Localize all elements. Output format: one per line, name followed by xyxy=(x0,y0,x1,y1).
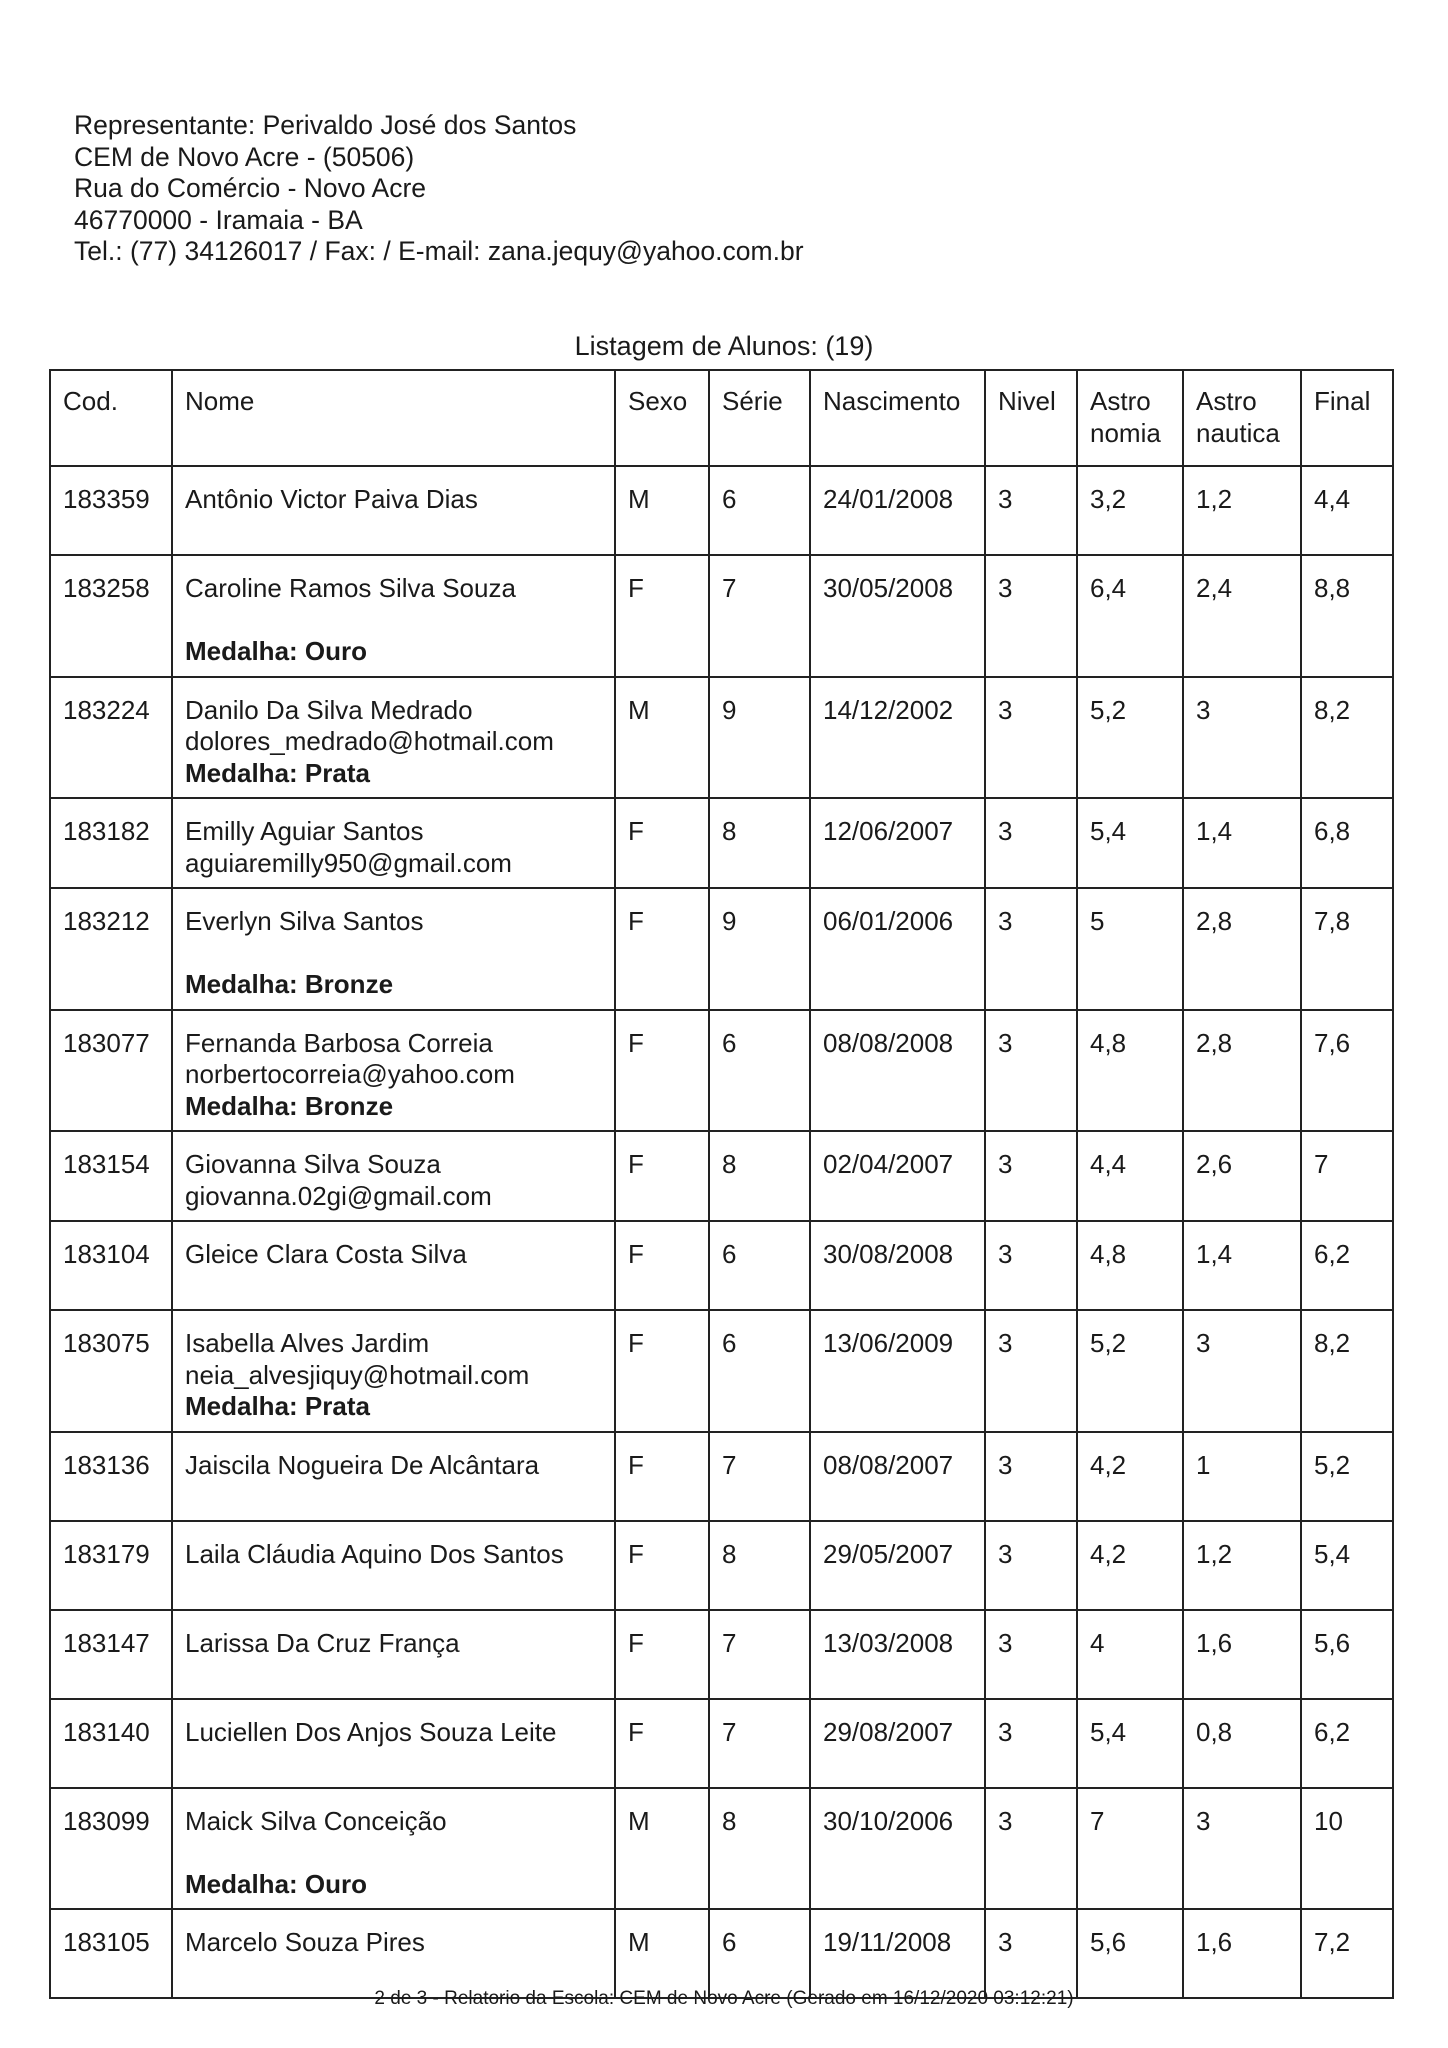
table-row xyxy=(50,1221,1393,1310)
col-header-astronautica xyxy=(1183,370,1301,466)
cell-astronautica: 1,4 xyxy=(1183,1221,1301,1310)
cell-serie: 7 xyxy=(709,555,810,677)
cell-nome xyxy=(172,1909,615,1998)
student-list-title: Listagem de Alunos: (19) xyxy=(574,331,874,361)
cell-astronautica: 1,2 xyxy=(1183,1521,1301,1610)
table-row xyxy=(50,798,1393,888)
table-row xyxy=(50,555,1393,677)
col-header-nivel: Nivel xyxy=(985,370,1077,466)
cell-astronomia: 5,4 xyxy=(1077,798,1183,888)
cell-final: 8,8 xyxy=(1301,555,1393,677)
cell-final: 7,6 xyxy=(1301,1010,1393,1132)
page-footer: 2 de 3 - Relatorio da Escola: CEM de Novo Acre (Gerado em 16/12/2020 03:12:21) xyxy=(374,1988,1074,2009)
student-medal: Medalha: Ouro xyxy=(185,636,368,666)
cell-final: 8,2 xyxy=(1301,1310,1393,1432)
table-row xyxy=(50,1699,1393,1788)
cell-sexo: F xyxy=(615,1310,709,1432)
student-table xyxy=(49,369,1394,1999)
table-row xyxy=(50,1131,1393,1221)
col-header-astronomia xyxy=(1077,370,1183,466)
cell-sexo: M xyxy=(615,677,709,799)
student-rows xyxy=(50,466,1393,1998)
student-name: Danilo Da Silva Medrado xyxy=(185,694,473,725)
cell-astronautica: 1,6 xyxy=(1183,1909,1301,1998)
col-header-sexo: Sexo xyxy=(615,370,709,466)
col-header-final: Final xyxy=(1301,370,1393,466)
cell-astronomia: 5,4 xyxy=(1077,1699,1183,1788)
cell-astronomia: 5,6 xyxy=(1077,1909,1183,1998)
cell-nascimento: 02/04/2007 xyxy=(810,1131,985,1221)
col-header-astronautica-line1: Astro xyxy=(1196,386,1257,416)
cell-astronautica: 1,2 xyxy=(1183,466,1301,555)
cell-cod: 183136 xyxy=(50,1432,172,1521)
cell-nome xyxy=(172,1010,615,1132)
cell-cod: 183147 xyxy=(50,1610,172,1699)
cell-final: 5,4 xyxy=(1301,1521,1393,1610)
cell-nivel: 3 xyxy=(985,555,1077,677)
cell-astronautica: 3 xyxy=(1183,1788,1301,1910)
cell-final: 6,8 xyxy=(1301,798,1393,888)
cell-serie: 8 xyxy=(709,1521,810,1610)
col-header-cod: Cod. xyxy=(50,370,172,466)
cell-nascimento: 12/06/2007 xyxy=(810,798,985,888)
cell-astronomia: 7 xyxy=(1077,1788,1183,1910)
cell-cod: 183258 xyxy=(50,555,172,677)
cell-nivel: 3 xyxy=(985,1221,1077,1310)
cell-astronomia: 5,2 xyxy=(1077,677,1183,799)
cell-final: 4,4 xyxy=(1301,466,1393,555)
cell-final: 6,2 xyxy=(1301,1699,1393,1788)
col-header-astronomia-line1: Astro xyxy=(1090,386,1151,416)
cell-nascimento: 08/08/2008 xyxy=(810,1010,985,1132)
student-name: Maick Silva Conceição xyxy=(185,1805,447,1836)
cell-serie: 6 xyxy=(709,466,810,555)
cell-final: 8,2 xyxy=(1301,677,1393,799)
cell-sexo: F xyxy=(615,798,709,888)
school-header xyxy=(74,110,804,268)
table-header-row xyxy=(50,370,1393,466)
cell-cod: 183099 xyxy=(50,1788,172,1910)
student-medal: Medalha: Ouro xyxy=(185,1868,368,1899)
cell-serie: 6 xyxy=(709,1310,810,1432)
table-row xyxy=(50,1432,1393,1521)
cell-nome xyxy=(172,1521,615,1610)
cell-final: 7,2 xyxy=(1301,1909,1393,1998)
school-name-line: CEM de Novo Acre - (50506) xyxy=(74,141,415,172)
cell-cod: 183075 xyxy=(50,1310,172,1432)
cell-cod: 183179 xyxy=(50,1521,172,1610)
table-row xyxy=(50,1909,1393,1998)
cell-cod: 183224 xyxy=(50,677,172,799)
cell-nivel: 3 xyxy=(985,1699,1077,1788)
student-name: Fernanda Barbosa Correia xyxy=(185,1027,493,1058)
cell-sexo: F xyxy=(615,1010,709,1132)
cell-nome xyxy=(172,466,615,555)
cell-nivel: 3 xyxy=(985,888,1077,1010)
cell-nome xyxy=(172,1788,615,1910)
cell-serie: 9 xyxy=(709,888,810,1010)
cell-astronomia: 4,8 xyxy=(1077,1010,1183,1132)
cell-sexo: F xyxy=(615,1699,709,1788)
cell-cod: 183154 xyxy=(50,1131,172,1221)
cell-astronautica: 3 xyxy=(1183,1310,1301,1432)
cell-serie: 8 xyxy=(709,1131,810,1221)
cell-nivel: 3 xyxy=(985,466,1077,555)
cell-serie: 6 xyxy=(709,1010,810,1132)
cell-nivel: 3 xyxy=(985,1010,1077,1132)
col-header-nascimento: Nascimento xyxy=(810,370,985,466)
student-medal: Medalha: Prata xyxy=(185,757,370,788)
cell-nascimento: 13/03/2008 xyxy=(810,1610,985,1699)
student-name: Giovanna Silva Souza xyxy=(185,1149,441,1179)
cell-astronomia: 4 xyxy=(1077,1610,1183,1699)
student-name: Laila Cláudia Aquino Dos Santos xyxy=(185,1538,564,1569)
cell-astronautica: 2,8 xyxy=(1183,888,1301,1010)
cell-cod: 183105 xyxy=(50,1909,172,1998)
cell-serie: 8 xyxy=(709,1788,810,1910)
cell-serie: 7 xyxy=(709,1432,810,1521)
student-name: Luciellen Dos Anjos Souza Leite xyxy=(185,1716,557,1747)
cell-nome xyxy=(172,798,615,888)
cell-astronomia: 4,2 xyxy=(1077,1521,1183,1610)
representative-line: Representante: Perivaldo José dos Santos xyxy=(74,110,577,140)
cell-serie: 9 xyxy=(709,677,810,799)
student-email: aguiaremilly950@gmail.com xyxy=(185,847,512,878)
student-email: dolores_medrado@hotmail.com xyxy=(185,726,554,756)
table-row xyxy=(50,888,1393,1010)
table-row xyxy=(50,1521,1393,1610)
cell-astronomia: 3,2 xyxy=(1077,466,1183,555)
cell-sexo: F xyxy=(615,1432,709,1521)
cell-astronomia: 4,8 xyxy=(1077,1221,1183,1310)
cell-serie: 7 xyxy=(709,1699,810,1788)
cell-cod: 183182 xyxy=(50,798,172,888)
cell-nivel: 3 xyxy=(985,1909,1077,1998)
cell-astronautica: 1,6 xyxy=(1183,1610,1301,1699)
student-email: giovanna.02gi@gmail.com xyxy=(185,1180,492,1211)
cell-nivel: 3 xyxy=(985,798,1077,888)
street-line: Rua do Comércio - Novo Acre xyxy=(74,173,427,203)
cell-astronautica: 2,8 xyxy=(1183,1010,1301,1132)
cell-nome xyxy=(172,677,615,799)
cell-cod: 183359 xyxy=(50,466,172,555)
cell-astronautica: 3 xyxy=(1183,677,1301,799)
table-row xyxy=(50,1610,1393,1699)
table-row xyxy=(50,677,1393,799)
cell-cod: 183212 xyxy=(50,888,172,1010)
cell-nivel: 3 xyxy=(985,1310,1077,1432)
cell-sexo: F xyxy=(615,1131,709,1221)
table-row xyxy=(50,1010,1393,1132)
table-row xyxy=(50,1788,1393,1910)
cell-final: 5,2 xyxy=(1301,1432,1393,1521)
cell-nivel: 3 xyxy=(985,1432,1077,1521)
student-name: Jaiscila Nogueira De Alcântara xyxy=(185,1449,540,1480)
cell-nascimento: 14/12/2002 xyxy=(810,677,985,799)
student-name: Emilly Aguiar Santos xyxy=(185,816,424,846)
cell-sexo: M xyxy=(615,466,709,555)
cell-astronomia: 5,2 xyxy=(1077,1310,1183,1432)
cell-nascimento: 06/01/2006 xyxy=(810,888,985,1010)
cell-serie: 6 xyxy=(709,1909,810,1998)
cell-nivel: 3 xyxy=(985,1610,1077,1699)
student-name: Larissa Da Cruz França xyxy=(185,1627,460,1658)
cell-sexo: F xyxy=(615,1221,709,1310)
student-name: Antônio Victor Paiva Dias xyxy=(185,484,478,514)
col-header-serie: Série xyxy=(709,370,810,466)
student-medal: Medalha: Bronze xyxy=(185,969,394,999)
student-name: Caroline Ramos Silva Souza xyxy=(185,573,516,603)
cell-nascimento: 30/08/2008 xyxy=(810,1221,985,1310)
cell-nivel: 3 xyxy=(985,677,1077,799)
cell-nome xyxy=(172,1610,615,1699)
cell-nascimento: 30/05/2008 xyxy=(810,555,985,677)
cell-astronautica: 2,4 xyxy=(1183,555,1301,677)
cell-final: 10 xyxy=(1301,1788,1393,1910)
cell-cod: 183140 xyxy=(50,1699,172,1788)
table-row xyxy=(50,1310,1393,1432)
cell-nascimento: 13/06/2009 xyxy=(810,1310,985,1432)
cell-astronomia: 6,4 xyxy=(1077,555,1183,677)
cell-cod: 183077 xyxy=(50,1010,172,1132)
cell-nome xyxy=(172,1432,615,1521)
cell-final: 7 xyxy=(1301,1131,1393,1221)
cell-nome xyxy=(172,1310,615,1432)
cell-cod: 183104 xyxy=(50,1221,172,1310)
col-header-astronomia-line2: nomia xyxy=(1090,417,1161,448)
contact-line: Tel.: (77) 34126017 / Fax: / E-mail: zana.jequy@yahoo.com.br xyxy=(74,236,804,266)
student-medal: Medalha: Prata xyxy=(185,1391,370,1421)
col-header-nome: Nome xyxy=(172,370,615,466)
cell-sexo: F xyxy=(615,1610,709,1699)
student-name: Gleice Clara Costa Silva xyxy=(185,1239,467,1269)
cell-astronautica: 0,8 xyxy=(1183,1699,1301,1788)
city-line: 46770000 - Iramaia - BA xyxy=(74,204,363,235)
cell-final: 5,6 xyxy=(1301,1610,1393,1699)
cell-nome xyxy=(172,555,615,677)
cell-nascimento: 08/08/2007 xyxy=(810,1432,985,1521)
cell-nome xyxy=(172,888,615,1010)
cell-astronomia: 5 xyxy=(1077,888,1183,1010)
cell-sexo: M xyxy=(615,1909,709,1998)
cell-sexo: F xyxy=(615,555,709,677)
cell-sexo: F xyxy=(615,1521,709,1610)
cell-nivel: 3 xyxy=(985,1131,1077,1221)
cell-nascimento: 29/05/2007 xyxy=(810,1521,985,1610)
student-name: Isabella Alves Jardim xyxy=(185,1328,430,1358)
cell-nome xyxy=(172,1131,615,1221)
cell-serie: 7 xyxy=(709,1610,810,1699)
cell-final: 7,8 xyxy=(1301,888,1393,1010)
col-header-astronautica-line2: nautica xyxy=(1196,417,1280,448)
cell-nivel: 3 xyxy=(985,1521,1077,1610)
cell-astronomia: 4,4 xyxy=(1077,1131,1183,1221)
cell-nascimento: 19/11/2008 xyxy=(810,1909,985,1998)
cell-final: 6,2 xyxy=(1301,1221,1393,1310)
cell-sexo: M xyxy=(615,1788,709,1910)
cell-nome xyxy=(172,1221,615,1310)
table-row xyxy=(50,466,1393,555)
student-email: norbertocorreia@yahoo.com xyxy=(185,1059,515,1089)
student-name: Marcelo Souza Pires xyxy=(185,1927,425,1957)
cell-nascimento: 30/10/2006 xyxy=(810,1788,985,1910)
student-medal: Medalha: Bronze xyxy=(185,1090,394,1121)
cell-serie: 8 xyxy=(709,798,810,888)
cell-astronomia: 4,2 xyxy=(1077,1432,1183,1521)
cell-nascimento: 24/01/2008 xyxy=(810,466,985,555)
cell-astronautica: 1,4 xyxy=(1183,798,1301,888)
cell-nome xyxy=(172,1699,615,1788)
cell-sexo: F xyxy=(615,888,709,1010)
student-email: neia_alvesjiquy@hotmail.com xyxy=(185,1359,530,1390)
cell-astronautica: 2,6 xyxy=(1183,1131,1301,1221)
cell-nascimento: 29/08/2007 xyxy=(810,1699,985,1788)
cell-astronautica: 1 xyxy=(1183,1432,1301,1521)
student-name: Everlyn Silva Santos xyxy=(185,906,424,936)
cell-nivel: 3 xyxy=(985,1788,1077,1910)
cell-serie: 6 xyxy=(709,1221,810,1310)
